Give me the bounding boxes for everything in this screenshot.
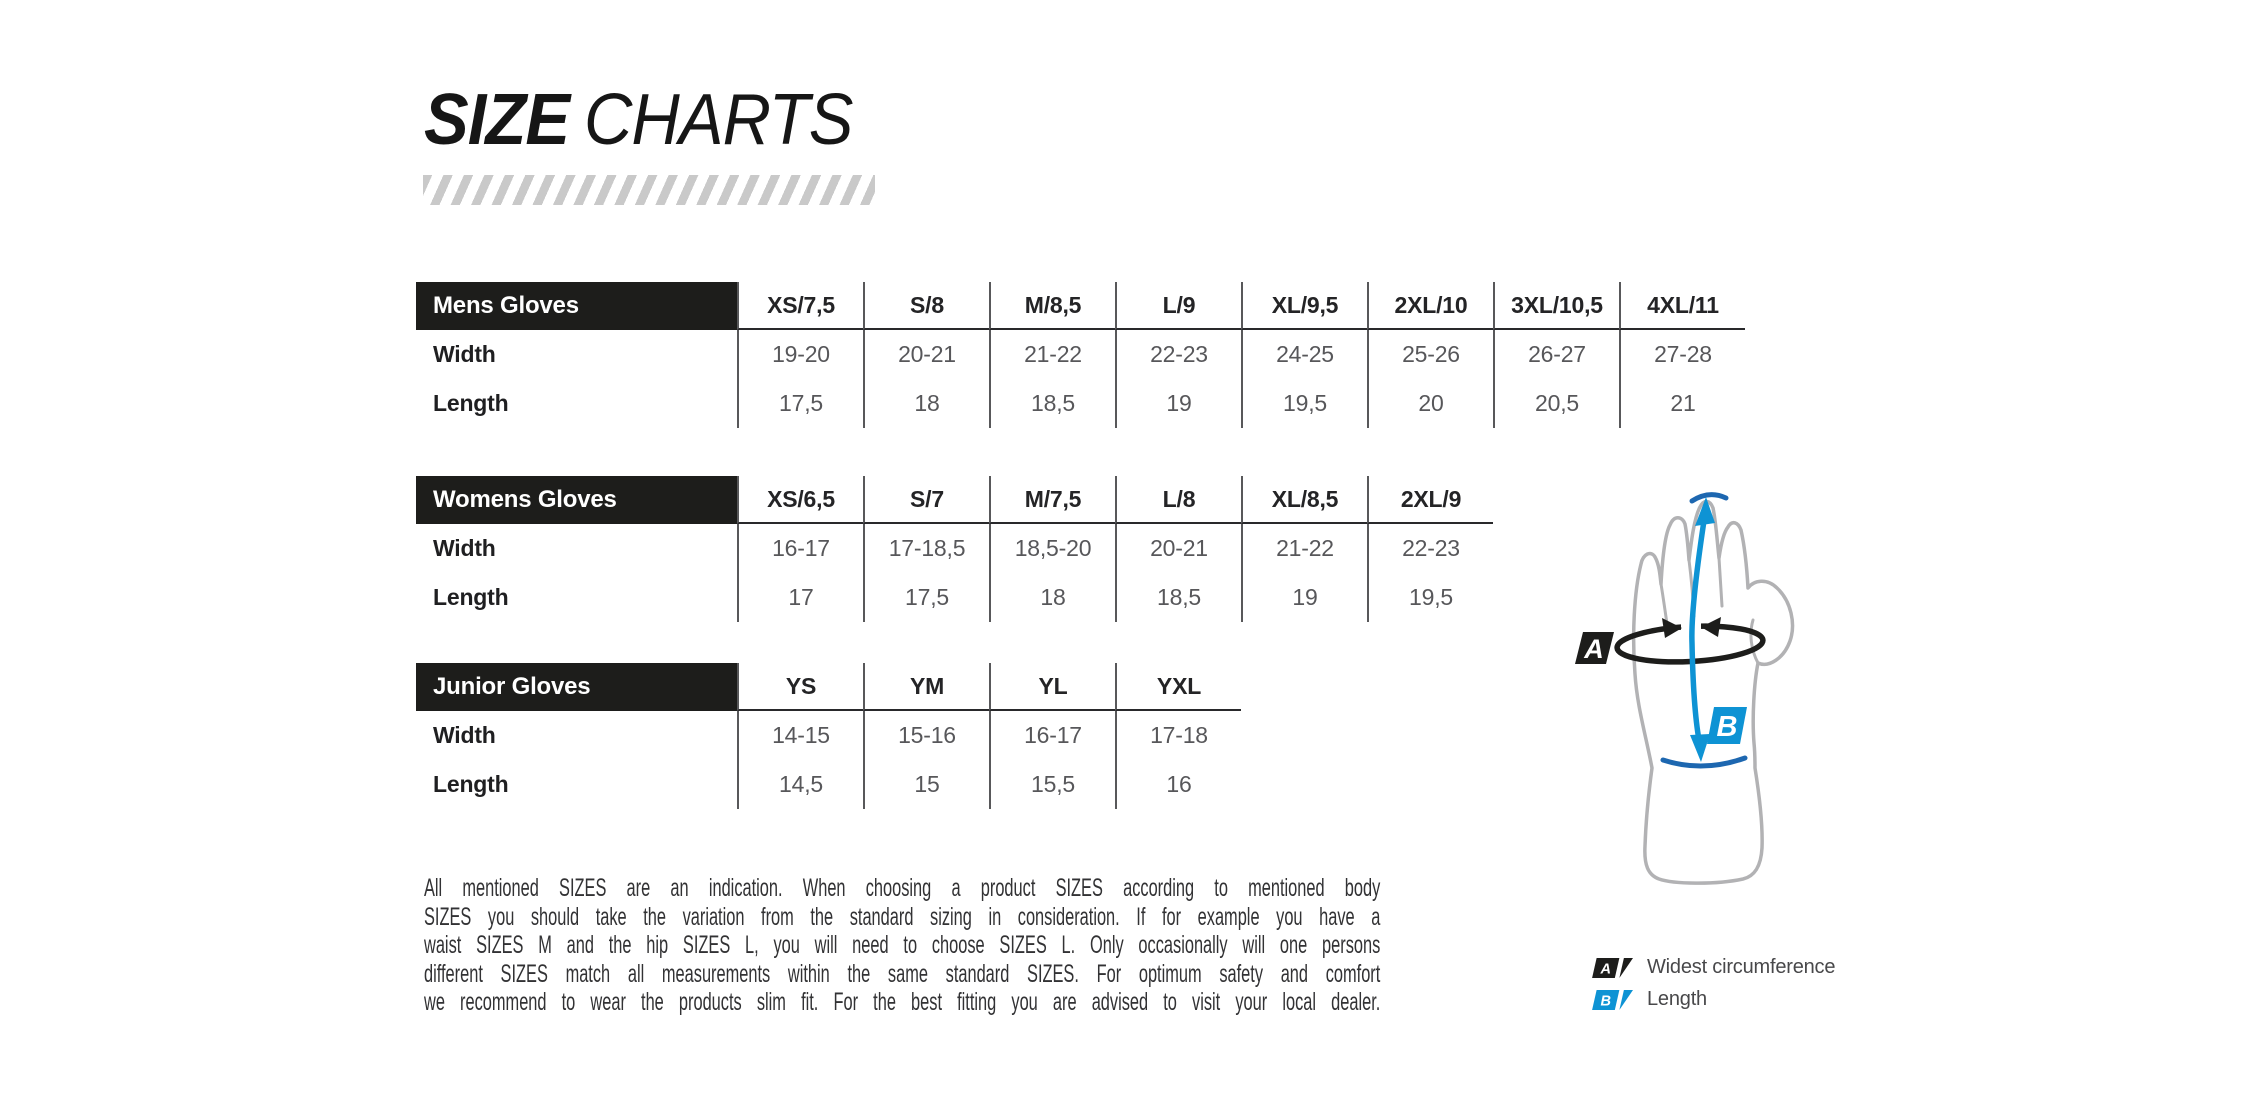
womens-gloves-table bbox=[416, 476, 1493, 622]
table-title-cell: Womens Gloves bbox=[416, 476, 737, 524]
note-line: we recommend to wear the products slim fit. For the best fitting you are advised to visit your local dealer. bbox=[424, 988, 1381, 1017]
value-cell: 18 bbox=[863, 379, 989, 428]
svg-text:A: A bbox=[1600, 960, 1611, 977]
legend-row-a bbox=[1592, 956, 1835, 979]
value-cell: 17-18,5 bbox=[863, 524, 989, 573]
size-header-cell: 3XL/10,5 bbox=[1493, 282, 1619, 330]
title-word-size: SIZE bbox=[424, 80, 570, 160]
value-cell: 15-16 bbox=[863, 711, 989, 760]
size-header-cell: XS/6,5 bbox=[737, 476, 863, 524]
value-cell: 19 bbox=[1241, 573, 1367, 622]
size-header-cell: YM bbox=[863, 663, 989, 711]
value-cell: 20-21 bbox=[863, 330, 989, 379]
size-header-cell: L/8 bbox=[1115, 476, 1241, 524]
value-cell: 20,5 bbox=[1493, 379, 1619, 428]
value-cell: 19,5 bbox=[1367, 573, 1493, 622]
value-cell: 17,5 bbox=[737, 379, 863, 428]
value-cell: 15 bbox=[863, 760, 989, 809]
value-cell: 22-23 bbox=[1367, 524, 1493, 573]
value-cell: 24-25 bbox=[1241, 330, 1367, 379]
size-header-cell: L/9 bbox=[1115, 282, 1241, 330]
marker-b-letter: B bbox=[1716, 711, 1738, 743]
value-cell: 27-28 bbox=[1619, 330, 1745, 379]
marker-a-letter: A bbox=[1584, 634, 1604, 664]
hatch-stripes-decoration bbox=[423, 175, 875, 205]
size-header-cell: M/7,5 bbox=[989, 476, 1115, 524]
junior-gloves-table bbox=[416, 663, 1241, 809]
note-line: different SIZES match all measurements within the same standard SIZES. For optimum safety and comfort bbox=[424, 959, 1381, 988]
value-cell: 16-17 bbox=[989, 711, 1115, 760]
legend-label-length: Length bbox=[1647, 988, 1707, 1010]
glove-outline bbox=[1634, 501, 1793, 883]
size-header-cell: YS bbox=[737, 663, 863, 711]
sizing-note bbox=[424, 874, 1380, 1017]
row-label-cell: Width bbox=[433, 535, 496, 561]
marker-a-badge bbox=[1575, 632, 1614, 664]
value-cell: 16 bbox=[1115, 760, 1241, 809]
value-cell: 20 bbox=[1367, 379, 1493, 428]
value-cell: 17-18 bbox=[1115, 711, 1241, 760]
row-label-cell: Length bbox=[433, 584, 509, 610]
value-cell: 19,5 bbox=[1241, 379, 1367, 428]
value-cell: 21-22 bbox=[989, 330, 1115, 379]
size-header-cell: M/8,5 bbox=[989, 282, 1115, 330]
value-cell: 17 bbox=[737, 573, 863, 622]
table-title-cell: Mens Gloves bbox=[416, 282, 737, 330]
page-header bbox=[424, 82, 852, 158]
size-header-cell: XL/8,5 bbox=[1241, 476, 1367, 524]
value-cell: 18,5 bbox=[989, 379, 1115, 428]
diagram-legend bbox=[1592, 956, 1835, 1011]
title-word-charts: CHARTS bbox=[583, 80, 853, 160]
size-header-cell: 4XL/11 bbox=[1619, 282, 1745, 330]
value-cell: 14-15 bbox=[737, 711, 863, 760]
legend-label-widest-circumference: Widest circumference bbox=[1647, 956, 1836, 978]
legend-row-b bbox=[1592, 988, 1835, 1011]
row-label-cell: Length bbox=[433, 390, 509, 416]
value-cell: 19-20 bbox=[737, 330, 863, 379]
legend-marker-a-icon bbox=[1592, 958, 1634, 978]
value-cell: 22-23 bbox=[1115, 330, 1241, 379]
svg-text:B: B bbox=[1600, 992, 1611, 1009]
value-cell: 16-17 bbox=[737, 524, 863, 573]
size-header-cell: 2XL/10 bbox=[1367, 282, 1493, 330]
row-label-cell: Width bbox=[433, 722, 496, 748]
legend-marker-b-icon bbox=[1592, 990, 1634, 1010]
value-cell: 18 bbox=[989, 573, 1115, 622]
size-header-cell: S/7 bbox=[863, 476, 989, 524]
size-header-cell: XL/9,5 bbox=[1241, 282, 1367, 330]
size-header-cell: S/8 bbox=[863, 282, 989, 330]
marker-b-badge bbox=[1707, 707, 1747, 744]
note-line: All mentioned SIZES are an indication. When choosing a product SIZES according to mentioned body bbox=[424, 874, 1381, 902]
size-header-cell: XS/7,5 bbox=[737, 282, 863, 330]
value-cell: 20-21 bbox=[1115, 524, 1241, 573]
page-title bbox=[424, 82, 852, 158]
glove-diagram bbox=[1555, 478, 1845, 898]
value-cell: 18,5-20 bbox=[989, 524, 1115, 573]
value-cell: 21 bbox=[1619, 379, 1745, 428]
value-cell: 14,5 bbox=[737, 760, 863, 809]
value-cell: 21-22 bbox=[1241, 524, 1367, 573]
value-cell: 15,5 bbox=[989, 760, 1115, 809]
value-cell: 25-26 bbox=[1367, 330, 1493, 379]
size-header-cell: YXL bbox=[1115, 663, 1241, 711]
mens-gloves-table bbox=[416, 282, 1745, 428]
row-label-cell: Width bbox=[433, 341, 496, 367]
value-cell: 18,5 bbox=[1115, 573, 1241, 622]
note-line: waist SIZES M and the hip SIZES L, you will need to choose SIZES L. Only occasionally will one persons bbox=[424, 931, 1381, 960]
table-title-cell: Junior Gloves bbox=[416, 663, 737, 711]
value-cell: 26-27 bbox=[1493, 330, 1619, 379]
size-header-cell: YL bbox=[989, 663, 1115, 711]
note-line: SIZES you should take the variation from the standard sizing in consideration. If for example you have a bbox=[424, 902, 1381, 931]
value-cell: 19 bbox=[1115, 379, 1241, 428]
fingertip-arc bbox=[1692, 495, 1726, 501]
value-cell: 17,5 bbox=[863, 573, 989, 622]
size-header-cell: 2XL/9 bbox=[1367, 476, 1493, 524]
glove-illustration bbox=[1555, 478, 1845, 898]
row-label-cell: Length bbox=[433, 771, 509, 797]
